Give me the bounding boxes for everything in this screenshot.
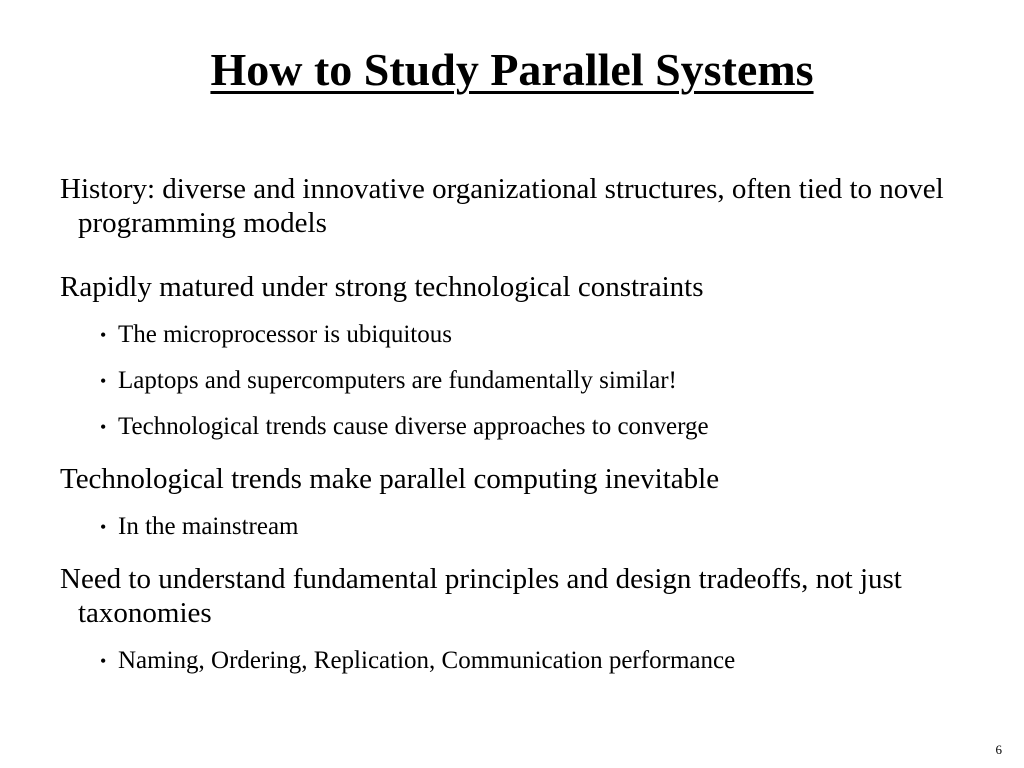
subpoint-microprocessor (60, 320, 960, 350)
subpoint-text: Technological trends cause diverse approaches to converge (118, 413, 709, 440)
point-fundamental-principles: Need to understand fundamental principles and design tradeoffs, not just taxonomies (60, 563, 902, 629)
point-history: History: diverse and innovative organizational structures, often tied to novel programming models (60, 173, 944, 239)
subpoint-text: Laptops and supercomputers are fundamentally similar! (118, 367, 677, 394)
subpoint-trends-converge (60, 412, 960, 442)
subpoint-naming-ordering (60, 646, 960, 676)
subpoint-text: The microprocessor is ubiquitous (118, 321, 452, 348)
slide-number: 6 (995, 742, 1002, 757)
slide-title-text: How to Study Parallel Systems (210, 44, 814, 95)
point-rapidly-matured: Rapidly matured under strong technological constraints (60, 271, 704, 303)
bullet-icon: • (100, 417, 107, 437)
slide-body (60, 172, 960, 676)
subpoint-text: Naming, Ordering, Replication, Communication performance (118, 647, 736, 674)
subpoint-mainstream (60, 512, 960, 542)
bullet-icon: • (100, 371, 107, 391)
bullet-icon: • (100, 325, 107, 345)
subpoint-laptops (60, 366, 960, 396)
slide-title (0, 42, 1024, 98)
subpoint-text: In the mainstream (118, 513, 299, 540)
bullet-icon: • (100, 651, 107, 671)
bullet-icon: • (100, 517, 107, 537)
point-trends-inevitable: Technological trends make parallel computing inevitable (60, 463, 720, 495)
